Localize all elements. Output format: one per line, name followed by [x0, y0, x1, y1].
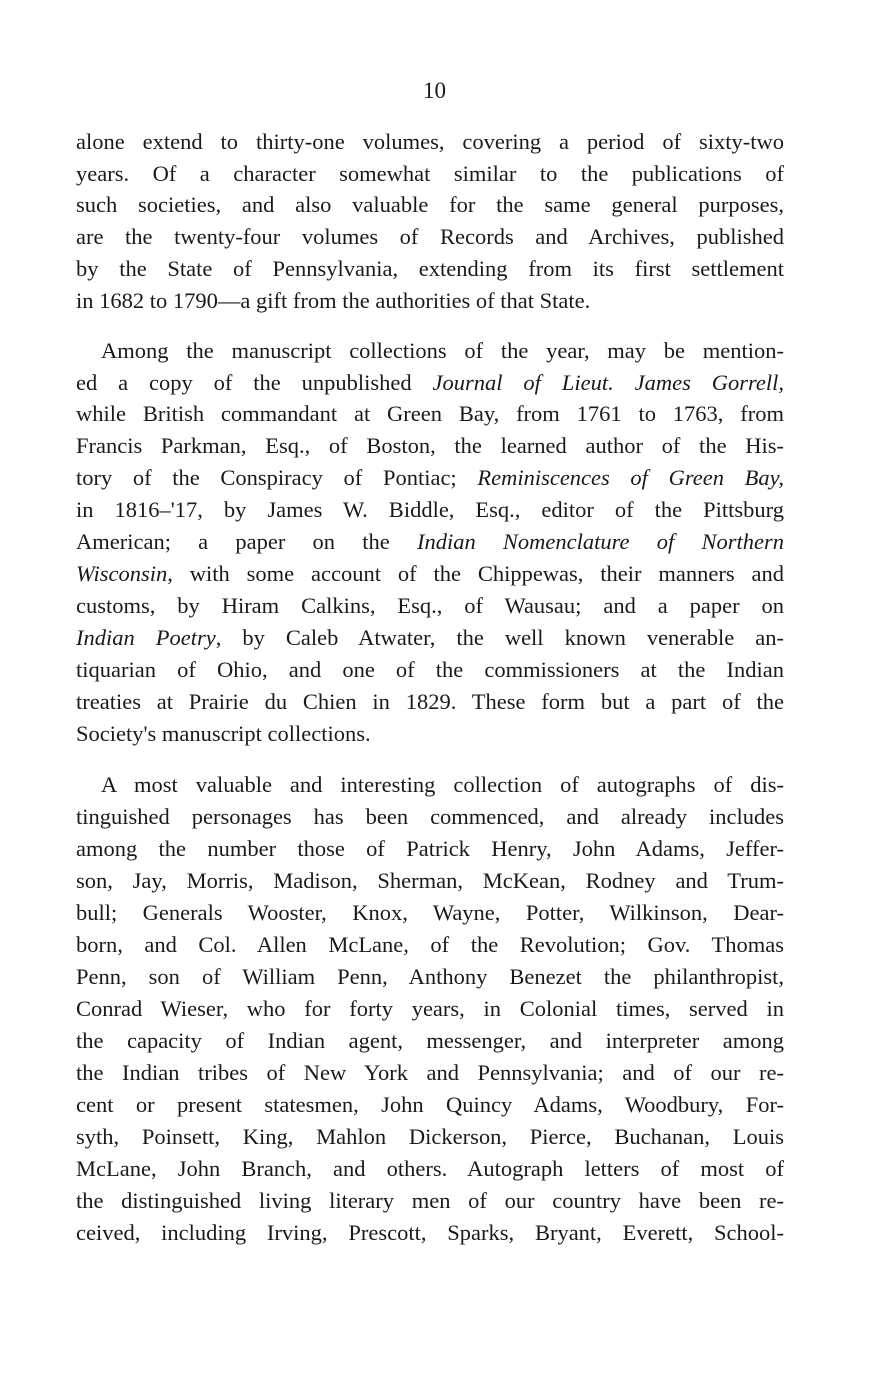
text-line — [76, 368, 784, 398]
text-line: tiquarian of Ohio, and one of the commissioners at the Indian — [76, 657, 784, 682]
text-run: American; a paper on the — [76, 529, 417, 554]
italic-title: Wisconsin — [76, 561, 168, 586]
text-line: such societies, and also valuable for the same general purposes, — [76, 192, 784, 217]
text-line: in 1682 to 1790—a gift from the authorities of that State. — [76, 288, 591, 313]
text-line: among the number those of Patrick Henry, John Adams, Jeffer- — [76, 836, 784, 861]
text-line: Among the manuscript collections of the year, may be mention- — [101, 338, 784, 363]
italic-title: Journal of Lieut. James Gorrell, — [432, 370, 784, 395]
text-line: the capacity of Indian agent, messenger, and interpreter among — [76, 1028, 784, 1053]
text-line — [76, 559, 784, 589]
text-line: in 1816–'17, by James W. Biddle, Esq., editor of the Pittsburg — [76, 497, 784, 522]
text-line: tinguished personages has been commenced, and already includes — [76, 804, 784, 829]
italic-title: Indian Poetry — [76, 625, 216, 650]
text-line: bull; Generals Wooster, Knox, Wayne, Potter, Wilkinson, Dear- — [76, 900, 784, 925]
text-line — [76, 527, 784, 557]
text-run: tory of the Conspiracy of Pontiac; — [76, 465, 478, 490]
text-line: by the State of Pennsylvania, extending from its first settlement — [76, 256, 784, 281]
text-line: treaties at Prairie du Chien in 1829. These form but a part of the — [76, 689, 784, 714]
text-line: syth, Poinsett, King, Mahlon Dickerson, Pierce, Buchanan, Louis — [76, 1124, 784, 1149]
text-line: ceived, including Irving, Prescott, Sparks, Bryant, Everett, School- — [76, 1220, 784, 1245]
text-line: McLane, John Branch, and others. Autograph letters of most of — [76, 1156, 784, 1181]
text-line: cent or present statesmen, John Quincy Adams, Woodbury, For- — [76, 1092, 784, 1117]
text-line — [76, 463, 784, 493]
text-run: ed a copy of the unpublished — [76, 370, 433, 395]
text-line — [76, 623, 784, 653]
text-line: son, Jay, Morris, Madison, Sherman, McKean, Rodney and Trum- — [76, 868, 784, 893]
text-line: alone extend to thirty-one volumes, covering a period of sixty-two — [76, 129, 784, 154]
text-run: , with some account of the Chippewas, their manners and — [167, 561, 784, 586]
text-line: A most valuable and interesting collection of autographs of dis- — [101, 772, 784, 797]
text-line: customs, by Hiram Calkins, Esq., of Wausau; and a paper on — [76, 593, 784, 618]
text-line: the Indian tribes of New York and Pennsylvania; and of our re- — [76, 1060, 784, 1085]
text-line: Conrad Wieser, who for forty years, in Colonial times, served in — [76, 996, 784, 1021]
page-number: 10 — [423, 78, 446, 103]
italic-title: Reminiscences of Green Bay, — [477, 465, 784, 490]
text-line: the distinguished living literary men of our country have been re- — [76, 1188, 784, 1213]
text-line: Francis Parkman, Esq., of Boston, the learned author of the His- — [76, 433, 784, 458]
text-line: born, and Col. Allen McLane, of the Revolution; Gov. Thomas — [76, 932, 784, 957]
italic-title: Indian Nomenclature of Northern — [416, 529, 784, 554]
text-line: years. Of a character somewhat similar to the publications of — [76, 161, 784, 186]
text-line: are the twenty-four volumes of Records and Archives, published — [76, 224, 784, 249]
text-run: , by Caleb Atwater, the well known venerable an- — [215, 625, 784, 650]
text-line: Penn, son of William Penn, Anthony Benezet the philanthropist, — [76, 964, 784, 989]
text-line: while British commandant at Green Bay, from 1761 to 1763, from — [76, 401, 784, 426]
text-line: Society's manuscript collections. — [76, 721, 371, 746]
